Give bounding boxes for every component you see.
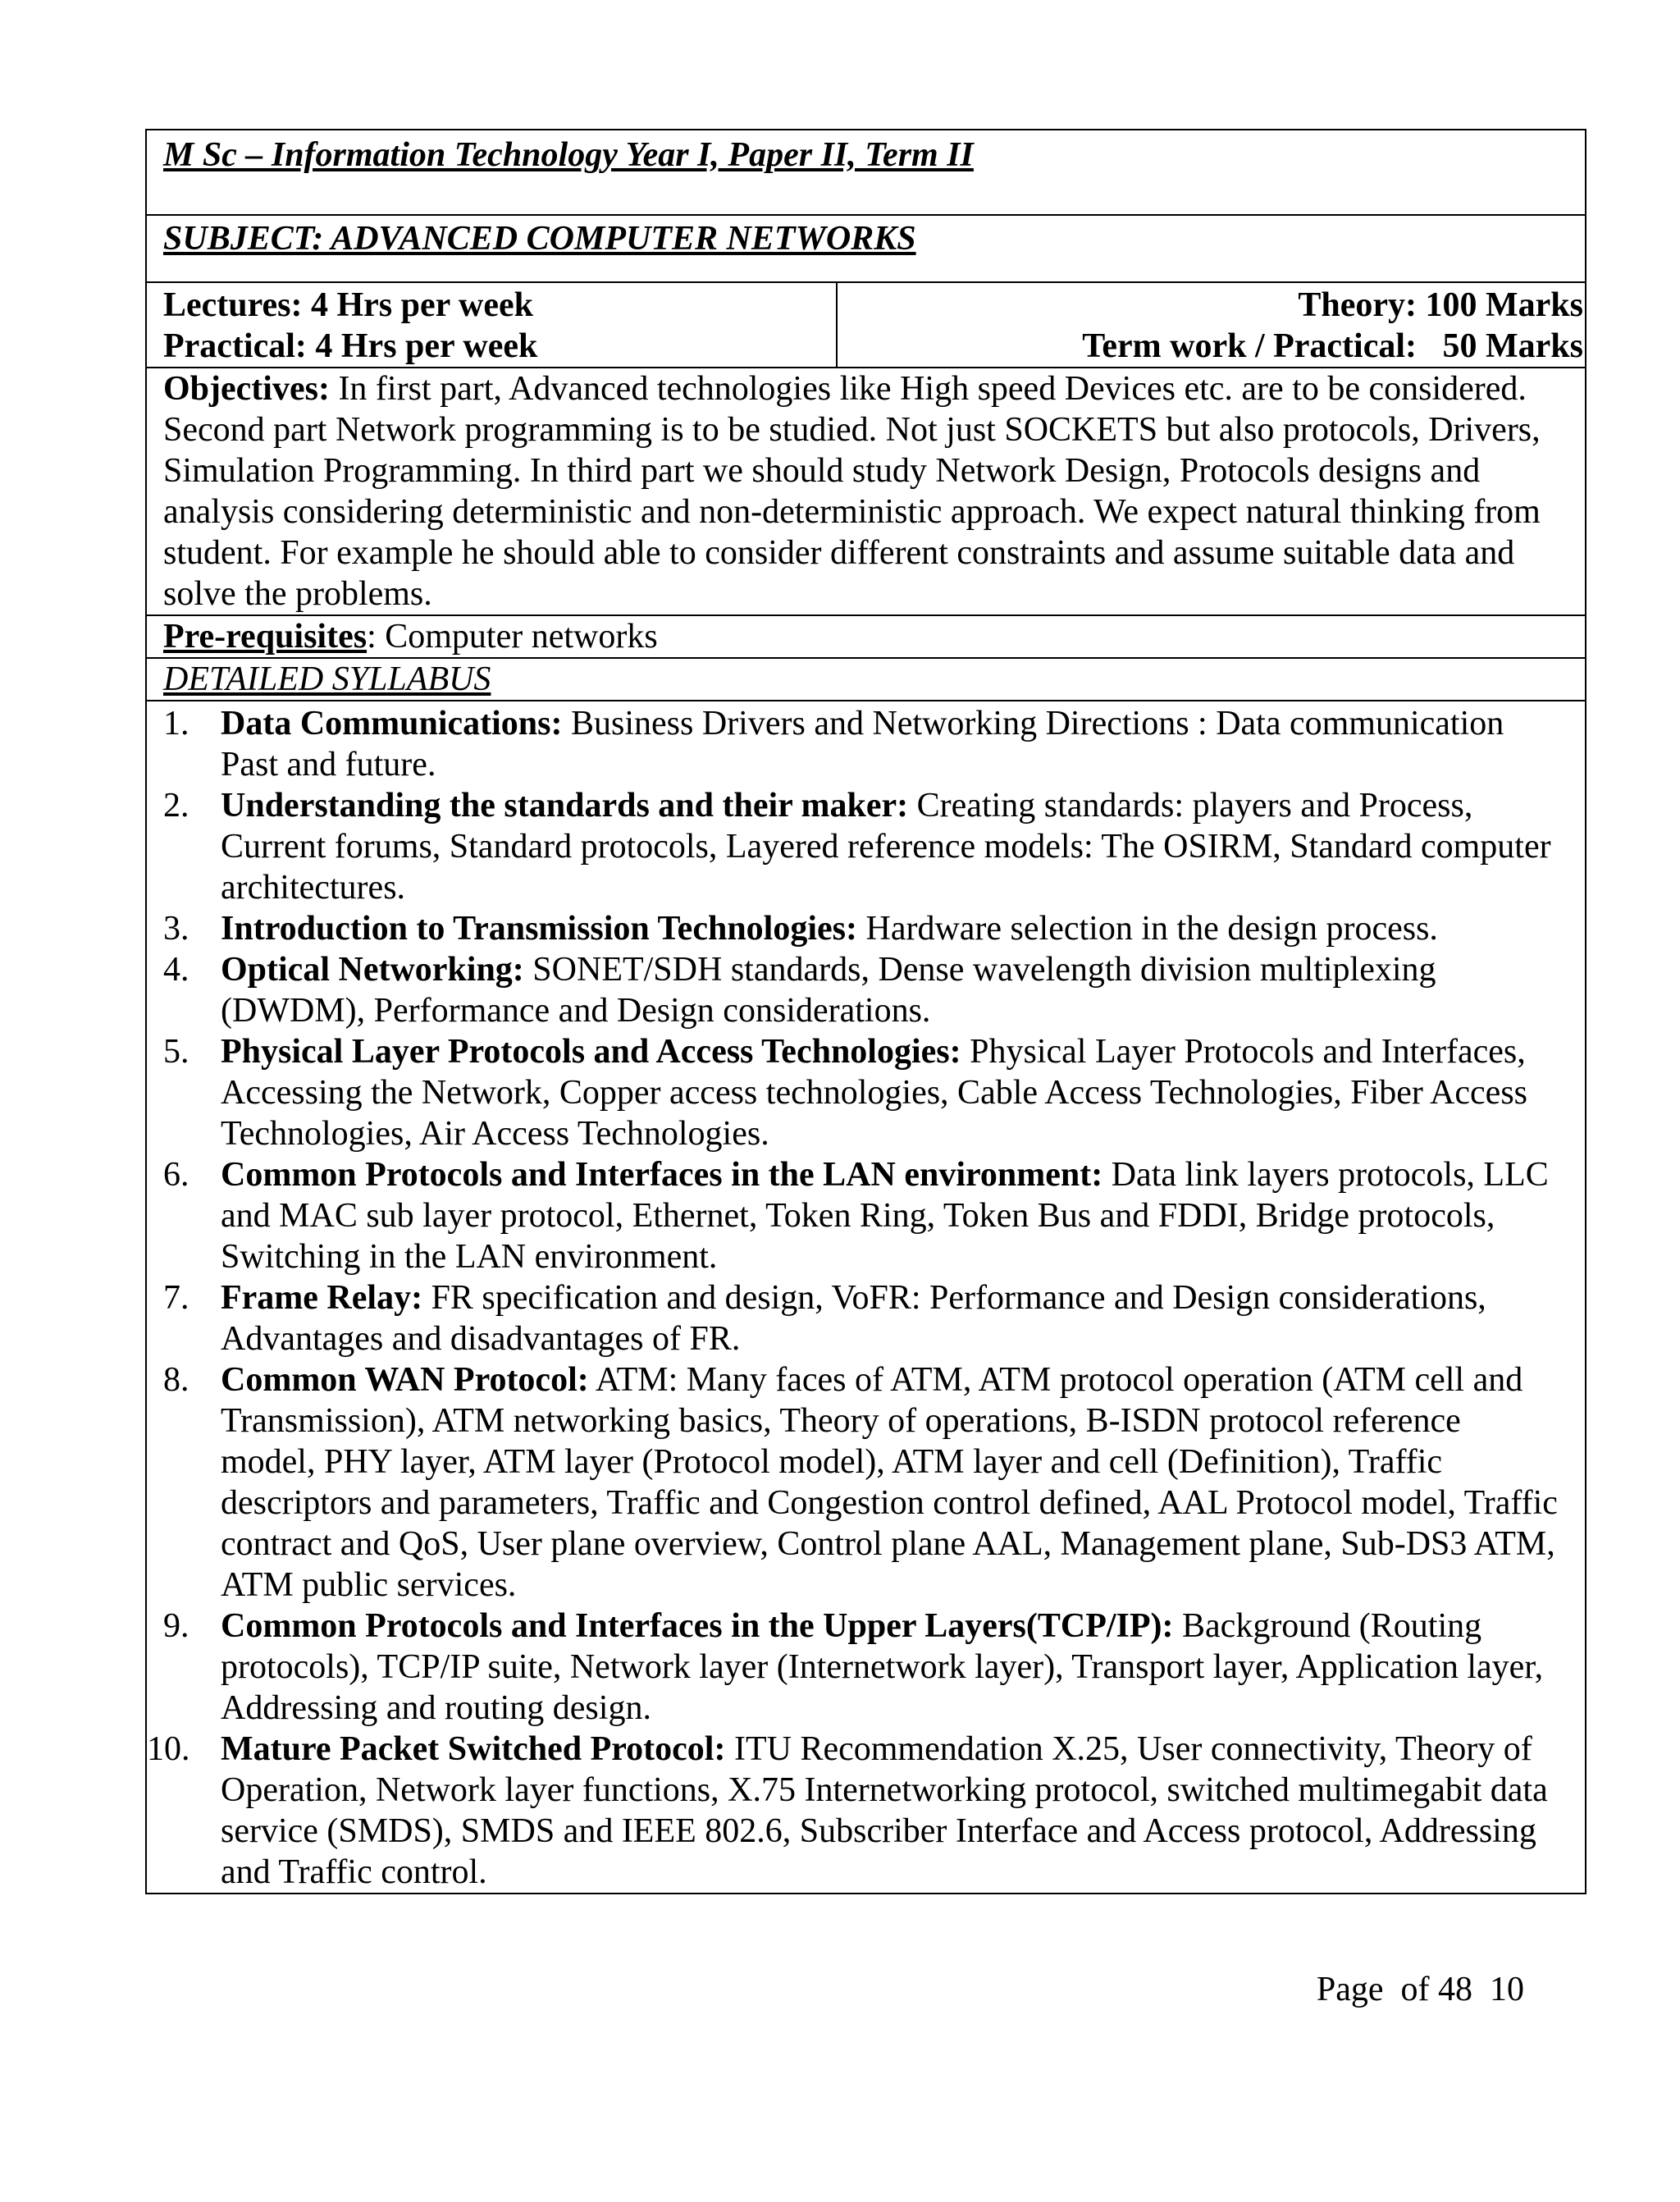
topic-item <box>147 1154 1585 1277</box>
termwork-marks: Term work / Practical: 50 Marks <box>1082 327 1583 365</box>
course-row <box>146 130 1586 215</box>
hours-row <box>146 282 1586 368</box>
objectives-row <box>146 368 1586 615</box>
topic-title: Common WAN Protocol: <box>221 1361 589 1399</box>
hours-right-cell <box>837 282 1586 368</box>
detailed-syllabus-heading: DETAILED SYLLABUS <box>146 658 1586 701</box>
topic-item <box>147 785 1585 908</box>
detailed-syllabus-row <box>146 658 1586 701</box>
subject-title: SUBJECT: ADVANCED COMPUTER NETWORKS <box>146 215 1586 282</box>
page-number: 10 <box>1490 1971 1524 2008</box>
topic-text: Hardware selection in the design process. <box>857 910 1438 948</box>
subject-row <box>146 215 1586 282</box>
topic-title: Understanding the standards and their maker: <box>221 787 909 825</box>
prerequisites-row <box>146 615 1586 658</box>
topic-title: Data Communications: <box>221 705 563 742</box>
topic-text: FR specification and design, VoFR: Performance and Design considerations, Advantages and disadvantages of FR. <box>221 1279 1486 1358</box>
topic-item <box>147 1729 1585 1893</box>
topic-title: Mature Packet Switched Protocol: <box>221 1730 726 1768</box>
course-title: M Sc – Information Technology Year I, Paper II, Term II <box>146 130 1586 215</box>
topic-text: Physical Layer Protocols and Interfaces, Accessing the Network, Copper access technologies, Cable Access Technologies, Fiber Access Technologies, Air Access Technologies. <box>221 1033 1528 1153</box>
topic-number: 1. <box>163 705 189 742</box>
objectives-label: Objectives: <box>163 370 330 408</box>
topic-text: SONET/SDH standards, Dense wavelength division multiplexing (DWDM), Performance and Design considerations. <box>221 951 1436 1030</box>
syllabus-table <box>145 129 1586 1894</box>
objectives-cell <box>146 368 1586 615</box>
topic-text: Creating standards: players and Process, Current forums, Standard protocols, Layered reference models: The OSIRM, Standard computer architectures. <box>221 787 1551 907</box>
topic-item <box>147 1277 1585 1359</box>
prerequisites-text: : Computer networks <box>367 618 658 656</box>
topic-item <box>147 908 1585 949</box>
objectives-text: In first part, Advanced technologies like High speed Devices etc. are to be considered. Second part Network programming is to be studied. Not just SOCKETS but also protocols, Drivers, Simulation Programming. In third part we should study Network Design, Protocols designs and analysis considering deterministic and non-deterministic approach. We expect natural thinking from student. For example he should able to consider different constraints and assume suitable data and solve the problems. <box>163 370 1541 613</box>
topic-title: Common Protocols and Interfaces in the Upper Layers(TCP/IP): <box>221 1607 1174 1645</box>
topic-item <box>147 949 1585 1031</box>
lectures-hours: Lectures: 4 Hrs per week <box>163 286 534 324</box>
topic-title: Introduction to Transmission Technologies: <box>221 910 857 948</box>
topic-number: 6. <box>163 1156 189 1194</box>
topic-number: 3. <box>163 910 189 948</box>
theory-marks: Theory: 100 Marks <box>1298 286 1583 324</box>
topic-text: ITU Recommendation X.25, User connectivity, Theory of Operation, Network layer functions, X.75 Internetworking protocol, switched multimegabit data service (SMDS), SMDS and IEEE 802.6, Subscriber Interface and Access protocol, Addressing and Traffic control. <box>221 1730 1548 1891</box>
topic-title: Optical Networking: <box>221 951 524 989</box>
topic-text: ATM: Many faces of ATM, ATM protocol operation (ATM cell and Transmission), ATM networking basics, Theory of operations, B-ISDN protocol reference model, PHY layer, ATM layer (Protocol model), ATM layer and cell (Definition), Traffic descriptors and parameters, Traffic and Congestion control defined, AAL Protocol model, Traffic contract and QoS, User plane overview, Control plane AAL, Management plane, Sub-DS3 ATM, ATM public services. <box>221 1361 1558 1604</box>
topic-item <box>147 1606 1585 1729</box>
topic-text: Background (Routing protocols), TCP/IP suite, Network layer (Internetwork layer), Transport layer, Application layer, Addressing and routing design. <box>221 1607 1544 1727</box>
topic-number: 5. <box>163 1033 189 1071</box>
topic-list <box>147 703 1585 1893</box>
topic-number: 4. <box>163 951 189 989</box>
topics-row <box>146 701 1586 1894</box>
prerequisites-label: Pre-requisites <box>163 618 368 656</box>
topic-text: Data link layers protocols, LLC and MAC sub layer protocol, Ethernet, Token Ring, Token Bus and FDDI, Bridge protocols, Switching in the LAN environment. <box>221 1156 1549 1276</box>
topic-number: 2. <box>163 787 189 825</box>
practical-hours: Practical: 4 Hrs per week <box>163 327 538 365</box>
page-footer <box>1317 1969 1524 2010</box>
topics-cell <box>146 701 1586 1894</box>
topic-number: 8. <box>163 1361 189 1399</box>
topic-item <box>147 1359 1585 1606</box>
topic-text: Business Drivers and Networking Directions : Data communication Past and future. <box>221 705 1504 783</box>
hours-left-cell <box>146 282 837 368</box>
topic-number: 9. <box>163 1607 189 1645</box>
topic-title: Common Protocols and Interfaces in the LAN environment: <box>221 1156 1103 1194</box>
topic-title: Physical Layer Protocols and Access Technologies: <box>221 1033 961 1071</box>
topic-number: 10. <box>147 1730 190 1768</box>
page-count: Page of 48 <box>1316 1971 1472 2008</box>
topic-title: Frame Relay: <box>221 1279 423 1317</box>
topic-number: 7. <box>163 1279 189 1317</box>
prerequisites-cell <box>146 615 1586 658</box>
topic-item <box>147 1031 1585 1154</box>
topic-item <box>147 703 1585 785</box>
